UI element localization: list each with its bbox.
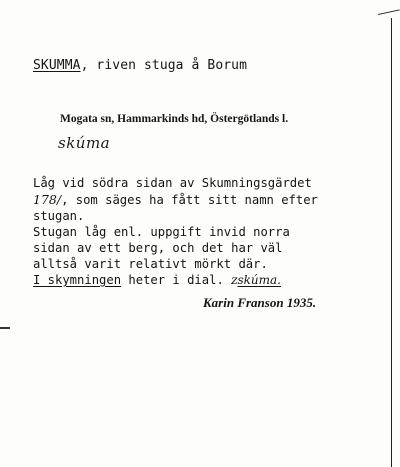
card-edge-left-mark bbox=[0, 327, 10, 329]
underlined-phrase: I skymningen bbox=[33, 273, 122, 287]
handwritten-dialect-form: skúma bbox=[58, 134, 111, 152]
body-line-2 bbox=[33, 192, 318, 208]
body-line-4: Stugan låg enl. uppgift invid norra bbox=[33, 225, 290, 239]
signature: Karin Franson 1935. bbox=[203, 295, 317, 310]
handwritten-mark: ᴢ bbox=[231, 273, 238, 287]
card-edge-right bbox=[391, 18, 392, 467]
body-line-6: alltså varit relativt mörkt där. bbox=[33, 257, 268, 271]
body-line-7 bbox=[33, 272, 281, 288]
card-edge-top-mark bbox=[378, 9, 400, 15]
card-header bbox=[33, 58, 247, 73]
entry-title: SKUMMA bbox=[33, 58, 81, 73]
body-line-7-text: heter i dial. bbox=[121, 273, 232, 287]
body-line-1: Låg vid södra sidan av Skumningsgärdet bbox=[33, 176, 312, 190]
body-line-5: sidan av ett berg, och det har väl bbox=[33, 241, 283, 255]
body-line-3: stugan. bbox=[33, 209, 85, 223]
handwritten-dialect-word: skúma. bbox=[237, 273, 281, 287]
location-line: Mogata sn, Hammarkinds hd, Östergötlands l. bbox=[60, 113, 289, 125]
body-line-2-text: , som säges ha fått sitt namn efter bbox=[61, 193, 318, 207]
handwritten-number: 178/ bbox=[33, 192, 62, 207]
entry-subtitle: , riven stuga å Borum bbox=[80, 58, 248, 73]
